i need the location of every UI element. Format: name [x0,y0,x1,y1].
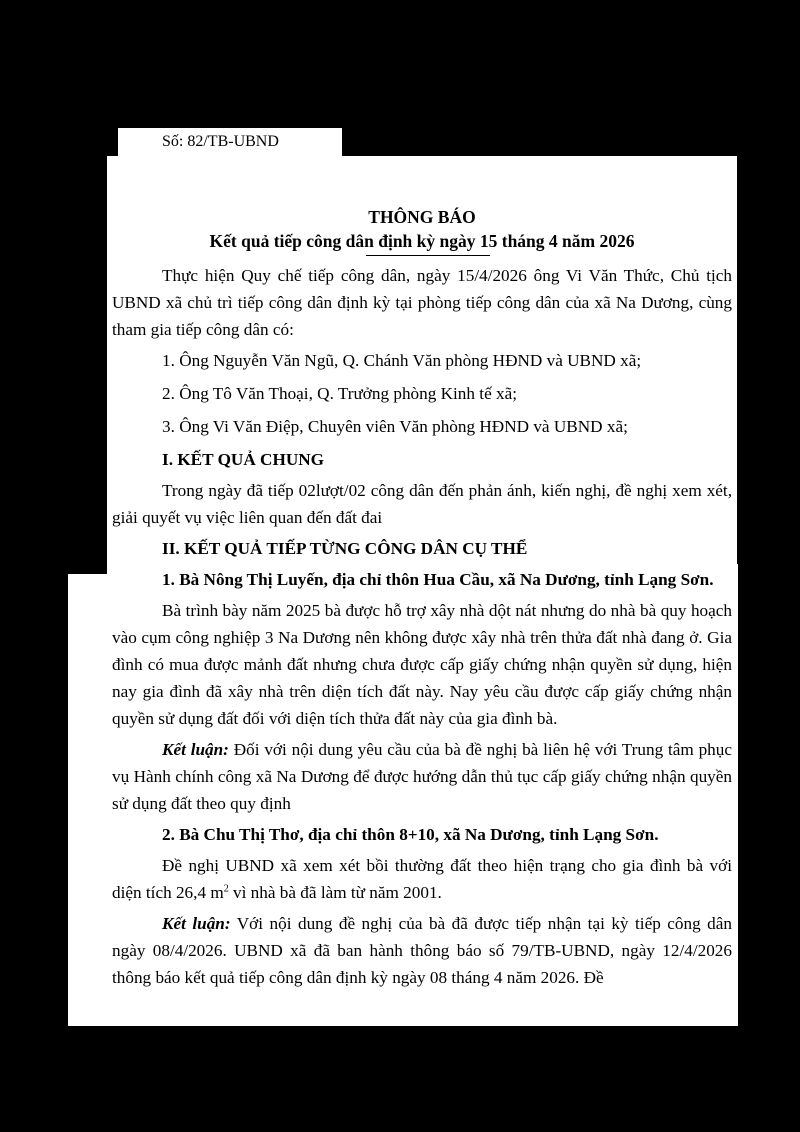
section-heading-details: II. KẾT QUẢ TIẾP TỪNG CÔNG DÂN CỤ THỂ [162,539,528,558]
superscript: 2 [223,883,229,895]
conclusion-text: Với nội dung đề nghị của bà đã được tiếp nhận tại kỳ tiếp công dân ngày 08/4/2026. UBND xã đã ban hành thông báo số 79/TB-UBND, ngày 12/4/2026 thông báo kết quả tiếp công dân định kỳ ngày 08 tháng 4 năm 2026. Đề [112,914,732,987]
case1-name: 1. Bà Nông Thị Luyến, địa chỉ thôn Hua Cầu, xã Na Dương, tỉnh Lạng Sơn. [162,570,714,589]
section-heading-general: I. KẾT QUẢ CHUNG [162,450,325,469]
document-title: THÔNG BÁO [368,207,476,227]
title-underline [366,255,490,256]
document-subtitle: Kết quả tiếp công dân định kỳ ngày 15 tháng 4 năm 2026 [209,231,635,251]
case1-content: Bà trình bày năm 2025 bà được hỗ trợ xây nhà dột nát nhưng do nhà bà quy hoạch vào cụm công nghiệp 3 Na Dương nên không được xây nhà trên thửa đất nhà đang ở. Gia đình có mua được mảnh đất nhưng chưa được cấp giấy chứng nhận quyền sử dụng, hiện nay gia đình đã xây nhà trên diện tích đất này. Nay yêu cầu được cấp giấy chứng nhận quyền sử dụng đất đối với diện tích thửa đất này của gia đình bà. [112,601,732,728]
scan-edge [68,564,107,574]
case2-content [112,852,732,906]
document-number: Số: 82/TB-UBND [162,133,279,150]
case2-conclusion [112,910,732,991]
conclusion-label: Kết luận: [162,914,231,933]
case2-name: 2. Bà Chu Thị Thơ, địa chỉ thôn 8+10, xã Na Dương, tỉnh Lạng Sơn. [162,825,659,844]
member-item: 1. Ông Nguyễn Văn Ngũ, Q. Chánh Văn phòng HĐND và UBND xã; [162,351,642,370]
conclusion-text: Đối với nội dung yêu cầu của bà đề nghị bà liên hệ với Trung tâm phục vụ Hành chính công xã Na Dương để được hướng dẫn thủ tục cấp giấy chứng nhận quyền sử dụng đất theo quy định [112,740,732,813]
member-item: 3. Ông Vi Văn Điệp, Chuyên viên Văn phòng HĐND và UBND xã; [162,417,628,436]
document-body [112,205,732,995]
case1-conclusion [112,736,732,817]
document-number-box [118,128,342,156]
section-general-text: Trong ngày đã tiếp 02lượt/02 công dân đến phản ánh, kiến nghị, đề nghị xem xét, giải quyết vụ việc liên quan đến đất đai [112,481,732,527]
conclusion-label: Kết luận: [162,740,229,759]
member-item: 2. Ông Tô Văn Thoại, Q. Trưởng phòng Kinh tế xã; [162,384,517,403]
case2-content-text: Đề nghị UBND xã xem xét bồi thường đất theo hiện trạng cho gia đình bà với diện tích 26,4 m [112,856,732,902]
case2-content-tail: vì nhà bà đã làm từ năm 2001. [228,883,442,902]
intro-paragraph: Thực hiện Quy chế tiếp công dân, ngày 15/4/2026 ông Vi Văn Thức, Chủ tịch UBND xã chủ trì tiếp công dân định kỳ tại phòng tiếp công dân của xã Na Dương, cùng tham gia tiếp công dân có: [112,266,732,339]
